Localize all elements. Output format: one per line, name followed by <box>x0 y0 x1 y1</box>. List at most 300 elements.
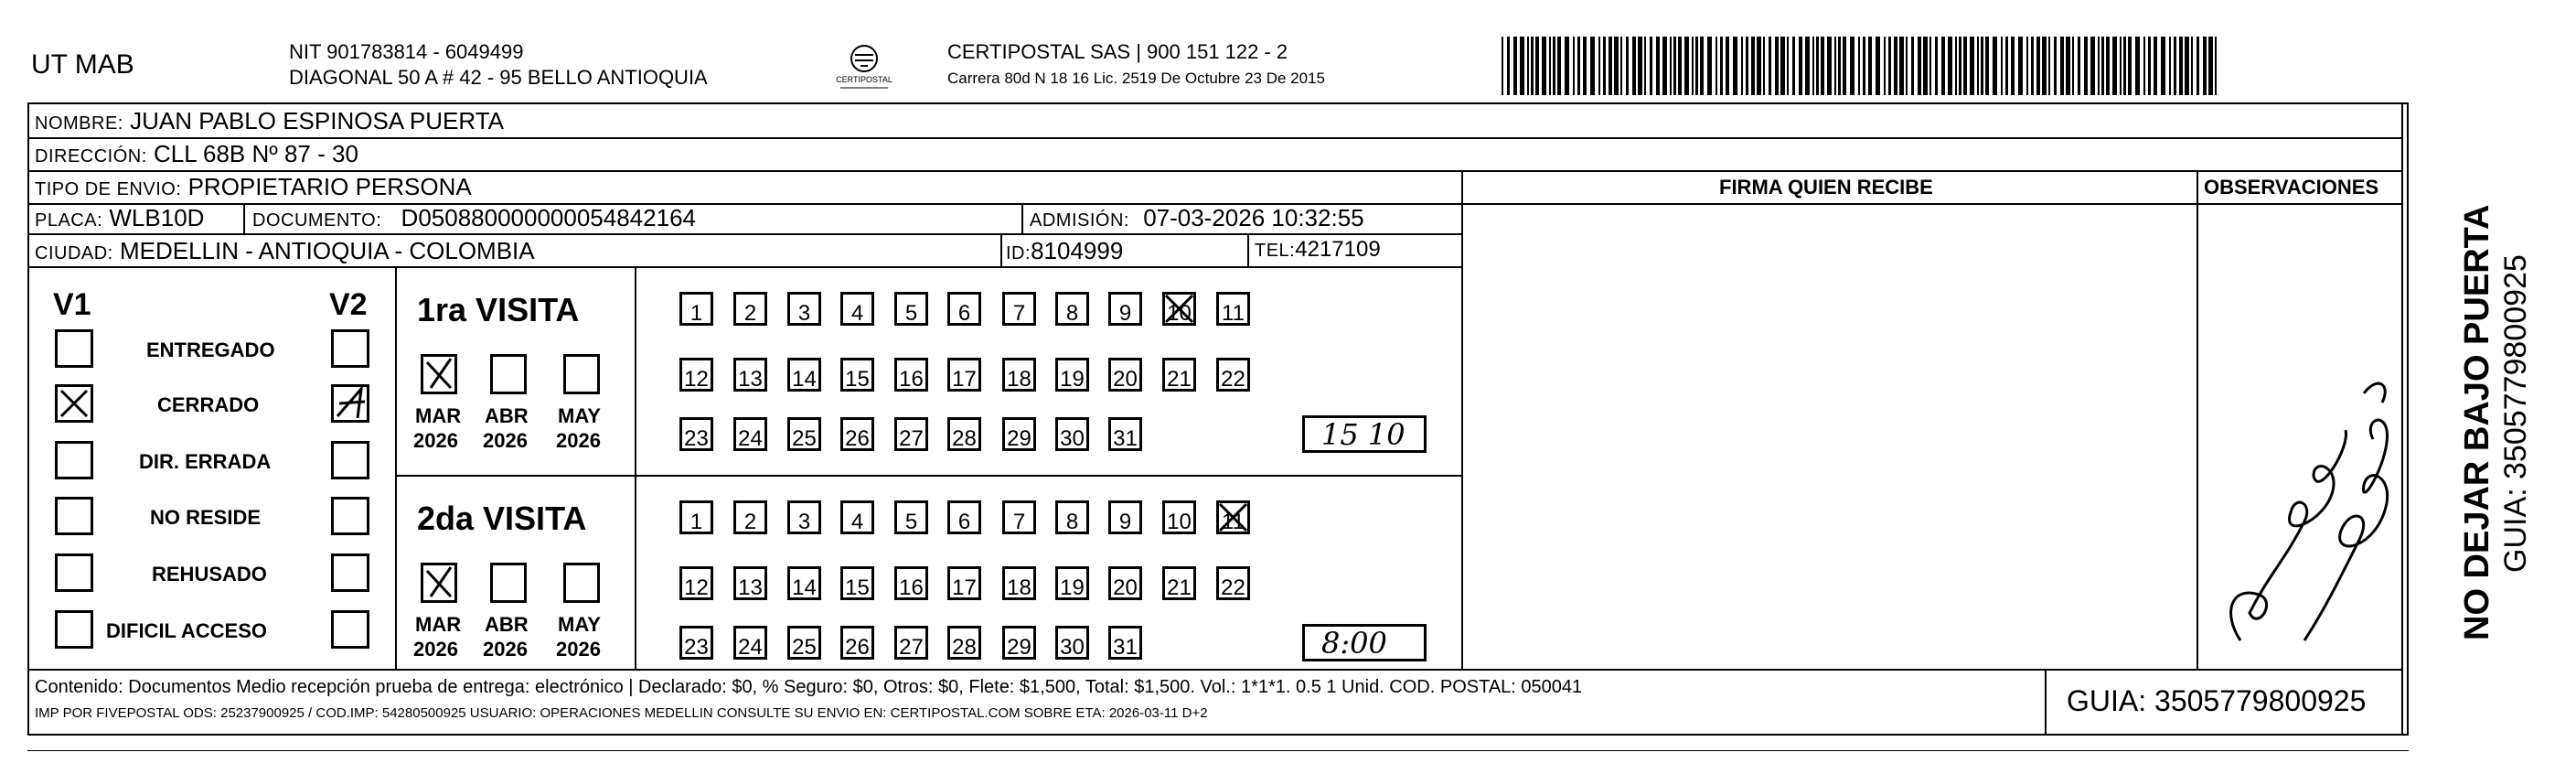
day-box[interactable] <box>787 417 821 451</box>
barcode-bar <box>1985 37 1989 95</box>
month-checkbox-abr[interactable] <box>490 354 527 394</box>
day-box[interactable] <box>787 566 821 600</box>
day-number: 19 <box>1060 575 1085 600</box>
barcode-bar <box>1948 37 1952 95</box>
barcode-bar <box>2072 37 2074 95</box>
month-name: MAY <box>558 404 601 427</box>
barcode-bar <box>2215 37 2217 95</box>
id-label: ID: <box>1006 243 1031 263</box>
footer-line2: IMP POR FIVEPOSTAL ODS: 25237900925 / COD.IMP: 54280500925 USUARIO: OPERACIONES MEDELLIN CONSULTE SU ENVIO EN: CERTIPOSTAL.COM SOBRE ETA: 2026-03-11 D+2 <box>35 705 1208 721</box>
day-box[interactable] <box>840 358 874 392</box>
status-option-label: CERRADO <box>157 393 260 416</box>
day-box[interactable] <box>733 417 767 451</box>
barcode-bar <box>1741 37 1743 95</box>
day-number: 27 <box>899 426 924 451</box>
day-box[interactable] <box>947 626 981 660</box>
day-box[interactable] <box>894 358 928 392</box>
day-box[interactable] <box>947 500 981 534</box>
barcode-bar <box>1656 37 1660 95</box>
day-number: 1 <box>689 301 703 326</box>
status-option-label: DIR. ERRADA <box>139 450 272 473</box>
day-number: 2 <box>743 301 757 326</box>
v1-checkbox[interactable] <box>55 610 93 649</box>
barcode-bar <box>1609 37 1612 95</box>
side-warning: NO DEJAR BAJO PUERTA <box>2458 204 2496 640</box>
v2-header: V2 <box>329 287 368 322</box>
day-box[interactable] <box>1108 500 1142 534</box>
v2-checkbox[interactable] <box>331 497 369 535</box>
day-box[interactable] <box>679 358 713 392</box>
admision-value: 07-03-2026 10:32:55 <box>1143 204 1364 231</box>
barcode-bar <box>1850 37 1855 95</box>
day-number: 3 <box>797 510 811 534</box>
day-number: 29 <box>1007 426 1031 451</box>
day-number: 8 <box>1065 510 1079 534</box>
day-number: 21 <box>1167 575 1192 600</box>
day-box[interactable] <box>1108 626 1142 660</box>
tipo-envio-label: TIPO DE ENVIO: <box>35 179 182 199</box>
day-box[interactable] <box>1002 500 1036 534</box>
barcode-bar <box>1876 37 1880 95</box>
barcode-bar <box>2066 37 2070 95</box>
barcode-bar <box>1959 37 1961 95</box>
day-box[interactable] <box>733 500 767 534</box>
day-mark-icon <box>1216 500 1250 534</box>
barcode-bar <box>1792 37 1795 95</box>
check-mark-icon <box>423 565 454 600</box>
handwritten-signature <box>2204 339 2396 663</box>
barcode-bar <box>1700 37 1704 95</box>
observations-header: OBSERVACIONES <box>2204 176 2379 199</box>
visit-title: 2da VISITA <box>417 500 587 537</box>
barcode-bar <box>2208 37 2213 95</box>
day-box[interactable] <box>1055 626 1089 660</box>
day-box[interactable] <box>1055 358 1089 392</box>
day-box[interactable] <box>1055 500 1089 534</box>
day-box[interactable] <box>679 500 713 534</box>
barcode-bar <box>1650 37 1652 95</box>
barcode-bar <box>2090 37 2095 95</box>
barcode-bar <box>1821 37 1824 95</box>
barcode-bar <box>2135 37 2140 95</box>
barcode-bar <box>1527 37 1529 95</box>
day-box[interactable] <box>947 566 981 600</box>
v2-checkbox[interactable] <box>331 441 369 479</box>
day-number: 18 <box>1007 575 1031 600</box>
day-number: 17 <box>952 575 977 600</box>
day-number: 15 <box>845 575 870 600</box>
barcode-bar <box>1542 37 1546 95</box>
barcode-bar <box>1746 37 1748 95</box>
day-number: 14 <box>792 367 817 392</box>
day-number: 23 <box>684 426 709 451</box>
tipo-envio-value: PROPIETARIO PERSONA <box>187 173 472 200</box>
barcode-bar <box>1553 37 1555 95</box>
day-number: 13 <box>738 575 763 600</box>
barcode-bar <box>2197 37 2199 95</box>
sender-nit: NIT 901783814 - 6049499 <box>289 40 524 63</box>
month-checkbox-mar[interactable] <box>421 563 457 603</box>
month-checkbox-abr[interactable] <box>490 563 527 603</box>
barcode-bar <box>2054 37 2057 95</box>
day-number: 20 <box>1113 575 1138 600</box>
barcode-bar <box>1557 37 1561 95</box>
day-number: 22 <box>1221 575 1245 600</box>
day-number: 25 <box>792 426 817 451</box>
month-year: 2026 <box>413 429 458 452</box>
check-mark-icon <box>334 387 367 420</box>
barcode-bar <box>1981 37 1983 95</box>
barcode <box>1502 37 2224 95</box>
day-box[interactable] <box>1002 626 1036 660</box>
handwritten-time: 15 10 <box>1321 417 1406 452</box>
barcode-bar <box>1590 37 1595 95</box>
day-box[interactable] <box>840 292 874 326</box>
barcode-bar <box>1577 37 1580 95</box>
barcode-bar <box>2018 37 2023 95</box>
day-number: 6 <box>957 301 971 326</box>
barcode-bar <box>2011 37 2015 95</box>
day-box[interactable] <box>1162 500 1196 534</box>
barcode-bar <box>2112 37 2117 95</box>
barcode-bar <box>1868 37 1872 95</box>
barcode-bar <box>2161 37 2165 95</box>
month-checkbox-may[interactable] <box>563 354 600 394</box>
barcode-bar <box>1993 37 1997 95</box>
barcode-bar <box>2078 37 2080 95</box>
barcode-bar <box>1614 37 1619 95</box>
v2-checkbox[interactable] <box>331 329 369 368</box>
day-number: 3 <box>797 301 811 326</box>
barcode-bar <box>2169 37 2171 95</box>
day-number: 6 <box>957 510 971 534</box>
day-number: 31 <box>1113 635 1138 660</box>
sender-address: DIAGONAL 50 A # 42 - 95 BELLO ANTIOQUIA <box>289 66 708 89</box>
day-number: 4 <box>850 301 864 326</box>
barcode-bar <box>1812 37 1814 95</box>
day-number: 15 <box>845 367 870 392</box>
barcode-bar <box>1906 37 1908 95</box>
day-number: 19 <box>1060 367 1085 392</box>
barcode-bar <box>1520 37 1524 95</box>
month-year: 2026 <box>483 638 528 661</box>
day-number: 13 <box>738 367 763 392</box>
barcode-bar <box>1863 37 1865 95</box>
day-box[interactable] <box>894 500 928 534</box>
barcode-bar <box>1780 37 1785 95</box>
barcode-bar <box>2174 37 2176 95</box>
day-box[interactable] <box>1108 292 1142 326</box>
barcode-bar <box>2026 37 2028 95</box>
status-option-label: REHUSADO <box>152 563 267 586</box>
day-box[interactable] <box>1055 292 1089 326</box>
signature-header: FIRMA QUIEN RECIBE <box>1719 176 1933 199</box>
v1-checkbox[interactable] <box>55 384 93 423</box>
carrier-address: Carrera 80d N 18 16 Lic. 2519 De Octubre 23 De 2015 <box>947 70 1325 87</box>
placa-value: WLB10D <box>109 204 205 231</box>
month-name: MAY <box>558 613 601 636</box>
status-option-label: ENTREGADO <box>146 339 275 361</box>
day-number: 30 <box>1060 426 1085 451</box>
barcode-bar <box>1573 37 1575 95</box>
barcode-bar <box>2120 37 2122 95</box>
month-name: ABR <box>485 404 529 427</box>
status-option-label: NO RESIDE <box>150 506 262 529</box>
day-box[interactable] <box>947 292 981 326</box>
month-name: ABR <box>485 613 529 636</box>
barcode-bar <box>1884 37 1886 95</box>
day-box[interactable] <box>1162 292 1196 326</box>
barcode-bar <box>2191 37 2193 95</box>
month-checkbox-may[interactable] <box>563 563 600 603</box>
month-name: MAR <box>415 404 462 427</box>
day-box[interactable] <box>1216 500 1250 534</box>
day-box[interactable] <box>787 358 821 392</box>
day-box[interactable] <box>894 626 928 660</box>
day-number: 27 <box>899 635 924 660</box>
day-number: 17 <box>952 367 977 392</box>
day-box[interactable] <box>733 358 767 392</box>
barcode-bar <box>1858 37 1860 95</box>
barcode-bar <box>1535 37 1539 95</box>
day-number: 28 <box>952 426 977 451</box>
day-number: 1 <box>689 510 703 534</box>
day-number: 30 <box>1060 635 1085 660</box>
day-number: 31 <box>1113 426 1138 451</box>
v1-checkbox[interactable] <box>55 329 93 368</box>
barcode-bar <box>1644 37 1646 95</box>
visit-title: 1ra VISITA <box>417 291 580 328</box>
barcode-bar <box>1692 37 1694 95</box>
day-box[interactable] <box>679 417 713 451</box>
month-year: 2026 <box>483 429 528 452</box>
check-mark-icon <box>423 357 454 392</box>
day-box[interactable] <box>840 566 874 600</box>
day-number: 2 <box>743 510 757 534</box>
day-box[interactable] <box>679 292 713 326</box>
day-number: 14 <box>792 575 817 600</box>
barcode-bar <box>1733 37 1737 95</box>
barcode-bar <box>1935 37 1938 95</box>
day-box[interactable] <box>787 500 821 534</box>
handwritten-time: 8:00 <box>1321 626 1387 661</box>
barcode-bar <box>2084 37 2088 95</box>
barcode-bar <box>1620 37 1622 95</box>
day-number: 11 <box>1222 301 1245 326</box>
day-box[interactable] <box>1162 358 1196 392</box>
barcode-bar <box>1834 37 1836 95</box>
barcode-bar <box>2101 37 2104 95</box>
day-number: 23 <box>684 635 709 660</box>
barcode-bar <box>1923 37 1928 95</box>
day-number: 10 <box>1167 301 1192 326</box>
barcode-bar <box>1894 37 1897 95</box>
day-box[interactable] <box>1108 566 1142 600</box>
month-checkbox-mar[interactable] <box>421 354 457 394</box>
carrier-name: CERTIPOSTAL SAS | 900 151 122 - 2 <box>947 40 1288 63</box>
barcode-bar <box>1899 37 1904 95</box>
documento-label: DOCUMENTO: <box>252 210 382 231</box>
day-box[interactable] <box>947 358 981 392</box>
ciudad-value: MEDELLIN - ANTIOQUIA - COLOMBIA <box>119 237 535 264</box>
v2-checkbox[interactable] <box>331 553 369 592</box>
month-name: MAR <box>415 613 462 636</box>
day-box[interactable] <box>679 566 713 600</box>
day-box[interactable] <box>787 626 821 660</box>
barcode-bar <box>1513 37 1517 95</box>
barcode-bar <box>1638 37 1642 95</box>
barcode-bar <box>2179 37 2183 95</box>
day-box[interactable] <box>787 292 821 326</box>
day-box[interactable] <box>840 626 874 660</box>
placa-label: PLACA: <box>35 210 103 231</box>
nombre-label: NOMBRE: <box>35 113 123 134</box>
day-number: 7 <box>1012 510 1026 534</box>
ciudad-label: CIUDAD: <box>35 243 113 263</box>
month-year: 2026 <box>413 638 458 661</box>
barcode-bar <box>2123 37 2126 95</box>
v2-checkbox[interactable] <box>331 610 369 649</box>
documento-value: D050880000000054842164 <box>401 204 696 231</box>
day-number: 8 <box>1065 301 1079 326</box>
day-number: 12 <box>684 575 709 600</box>
barcode-bar <box>2128 37 2132 95</box>
day-box[interactable] <box>840 417 874 451</box>
barcode-bar <box>1941 37 1945 95</box>
day-number: 9 <box>1118 510 1132 534</box>
barcode-bar <box>2048 37 2050 95</box>
day-box[interactable] <box>1108 417 1142 451</box>
footer-line1: Contenido: Documentos Medio recepción prueba de entrega: electrónico | Declarado: $0, % Seguro: $0, Otros: $0, Flete: $1,500, Total: $1,500. Vol.: 1*1*1. 0.5 1 Unid. COD. POSTAL: 050041 <box>35 677 1583 697</box>
barcode-bar <box>1720 37 1723 95</box>
v1-checkbox[interactable] <box>55 497 93 535</box>
barcode-bar <box>1695 37 1698 95</box>
day-number: 16 <box>899 575 924 600</box>
day-number: 24 <box>738 426 763 451</box>
barcode-bar <box>1673 37 1676 95</box>
day-number: 24 <box>738 635 763 660</box>
barcode-bar <box>1911 37 1914 95</box>
barcode-bar <box>1970 37 1974 95</box>
v1-checkbox[interactable] <box>55 553 93 592</box>
day-number: 5 <box>904 510 918 534</box>
day-box[interactable] <box>947 417 981 451</box>
day-box[interactable] <box>1002 358 1036 392</box>
barcode-bar <box>1626 37 1629 95</box>
day-number: 7 <box>1012 301 1026 326</box>
barcode-bar <box>1716 37 1717 95</box>
day-number: 22 <box>1221 367 1245 392</box>
id-value: 8104999 <box>1031 237 1124 264</box>
day-number: 9 <box>1118 301 1132 326</box>
barcode-bar <box>1598 37 1600 95</box>
day-box[interactable] <box>1162 566 1196 600</box>
tel-value: 4217109 <box>1295 237 1381 262</box>
day-box[interactable] <box>1055 566 1089 600</box>
v1-header: V1 <box>53 287 91 322</box>
day-box[interactable] <box>894 417 928 451</box>
barcode-bar <box>1662 37 1667 95</box>
barcode-bar <box>2036 37 2040 95</box>
barcode-bar <box>1769 37 1771 95</box>
certipostal-logo <box>828 42 901 91</box>
day-box[interactable] <box>1216 566 1250 600</box>
barcode-bar <box>1977 37 1979 95</box>
time-box[interactable] <box>1302 624 1427 661</box>
barcode-bar <box>1918 37 1921 95</box>
barcode-bar <box>2154 37 2157 95</box>
day-mark-icon <box>1162 292 1196 326</box>
day-number: 12 <box>684 367 709 392</box>
barcode-bar <box>1531 37 1534 95</box>
v1-checkbox[interactable] <box>55 441 93 479</box>
day-number: 11 <box>1222 510 1245 534</box>
barcode-bar <box>2098 37 2100 95</box>
barcode-bar <box>2143 37 2145 95</box>
sender-name: UT MAB <box>31 49 134 80</box>
barcode-bar <box>1707 37 1712 95</box>
day-box[interactable] <box>1108 358 1142 392</box>
day-box[interactable] <box>1002 417 1036 451</box>
day-number: 29 <box>1007 635 1031 660</box>
barcode-bar <box>1929 37 1931 95</box>
barcode-bar <box>1838 37 1841 95</box>
nombre-value: JUAN PABLO ESPINOSA PUERTA <box>130 107 504 134</box>
barcode-bar <box>1816 37 1819 95</box>
day-number: 26 <box>845 635 870 660</box>
day-number: 26 <box>845 426 870 451</box>
day-number: 16 <box>899 367 924 392</box>
day-box[interactable] <box>1216 292 1250 326</box>
status-option-label: DIFICIL ACCESO <box>106 619 268 642</box>
barcode-bar <box>1507 37 1510 95</box>
day-box[interactable] <box>1002 566 1036 600</box>
day-box[interactable] <box>1216 358 1250 392</box>
barcode-bar <box>2106 37 2110 95</box>
barcode-bar <box>1565 37 1569 95</box>
admision-label: ADMISIÓN: <box>1030 210 1129 231</box>
barcode-bar <box>1787 37 1789 95</box>
day-box[interactable] <box>894 566 928 600</box>
time-box[interactable] <box>1302 415 1427 453</box>
day-box[interactable] <box>1002 292 1036 326</box>
day-number: 18 <box>1007 367 1031 392</box>
day-number: 5 <box>904 301 918 326</box>
day-box[interactable] <box>733 566 767 600</box>
day-number: 20 <box>1113 367 1138 392</box>
day-box[interactable] <box>894 292 928 326</box>
v2-checkbox[interactable] <box>331 384 369 423</box>
barcode-bar <box>1670 37 1672 95</box>
month-year: 2026 <box>556 429 601 452</box>
day-box[interactable] <box>1055 417 1089 451</box>
barcode-bar <box>1955 37 1957 95</box>
check-mark-icon <box>58 387 91 420</box>
logo-text: CERTIPOSTAL <box>836 75 893 84</box>
barcode-bar <box>1963 37 1967 95</box>
day-box[interactable] <box>840 500 874 534</box>
barcode-bar <box>2185 37 2189 95</box>
barcode-bar <box>1603 37 1606 95</box>
barcode-bar <box>1799 37 1802 95</box>
barcode-bar <box>1843 37 1846 95</box>
barcode-bar <box>2042 37 2047 95</box>
day-box[interactable] <box>679 626 713 660</box>
day-box[interactable] <box>733 292 767 326</box>
barcode-bar <box>2001 37 2003 95</box>
day-number: 10 <box>1167 510 1192 534</box>
day-box[interactable] <box>733 626 767 660</box>
